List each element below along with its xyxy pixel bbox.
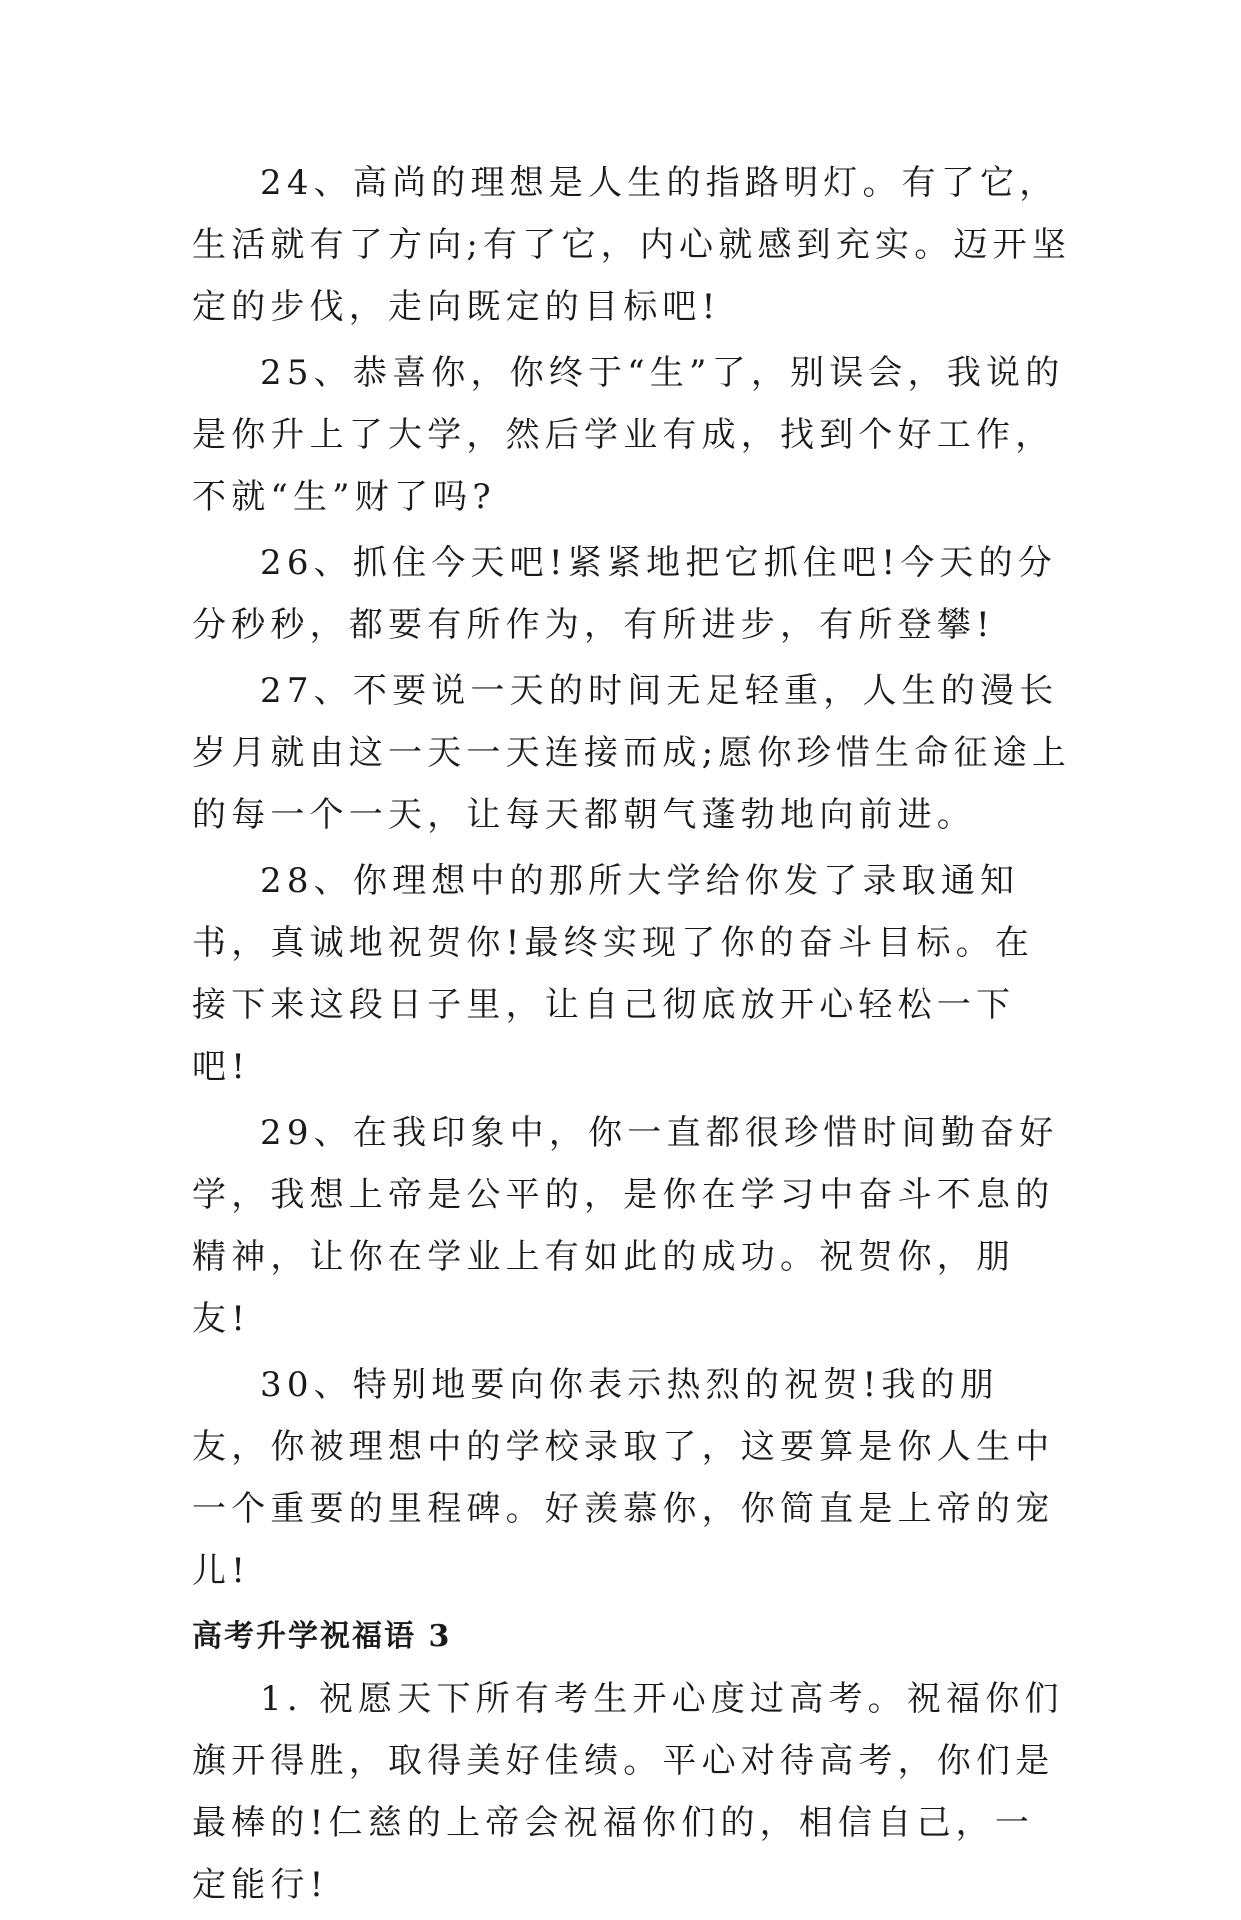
section-heading: 高考升学祝福语 3	[192, 1619, 452, 1654]
paragraph-30: 30、特别地要向你表示热烈的祝贺!我的朋友，你被理想中的学校录取了，这要算是你人生中一个重要的里程碑。好羡慕你，你简直是上帝的宠儿!	[192, 1365, 1055, 1591]
paragraph-26: 26、抓住今天吧!紧紧地把它抓住吧!今天的分分秒秒，都要有所作为，有所进步，有所登攀!	[192, 543, 1057, 645]
paragraph-25: 25、恭喜你，你终于“生”了，别误会，我说的是你升上了大学，然后学业有成，找到个好工作，不就“生”财了吗?	[192, 353, 1065, 517]
paragraph-24: 24、高尚的理想是人生的指路明灯。有了它，生活就有了方向;有了它，内心就感到充实。迈开坚定的步伐，走向既定的目标吧!	[192, 163, 1072, 327]
paragraph-27: 27、不要说一天的时间无足轻重，人生的漫长岁月就由这一天一天连接而成;愿你珍惜生命征途上的每一个一天，让每天都朝气蓬勃地向前进。	[192, 671, 1072, 835]
paragraph-29: 29、在我印象中，你一直都很珍惜时间勤奋好学，我想上帝是公平的，是你在学习中奋斗不息的精神，让你在学业上有如此的成功。祝贺你，朋友!	[192, 1113, 1059, 1339]
paragraph-1: 1. 祝愿天下所有考生开心度过高考。祝福你们旗开得胜，取得美好佳绩。平心对待高考，你们是最棒的!仁慈的上帝会祝福你们的，相信自己，一定能行!	[192, 1679, 1064, 1905]
paragraph-28: 28、你理想中的那所大学给你发了录取通知书，真诚地祝贺你!最终实现了你的奋斗目标。在接下来这段日子里，让自己彻底放开心轻松一下吧!	[192, 861, 1035, 1087]
document-body	[192, 152, 1072, 1920]
